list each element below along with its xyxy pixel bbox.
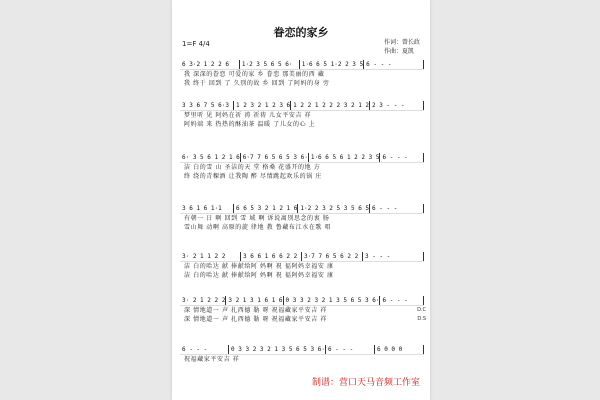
composer: 作曲：夏凯 [383, 48, 414, 55]
lyric-line: 阿妈端 来 热热的酥油茶 温暖 了儿女的心 上 [184, 121, 316, 128]
sheet-music-page [172, 0, 430, 400]
score-system [180, 101, 424, 129]
lyric-line: 梦里听 见 阿妈在祈 祷 祈祷 儿女平安吉 祥 [184, 112, 312, 119]
lyric-line: 洁 白的雪 山 圣洁的天 堂 格桑 花盛开的地 方 [184, 164, 321, 171]
score-system [180, 252, 424, 280]
notes-row [180, 153, 424, 163]
measure: 6 - - - [180, 345, 229, 354]
measure: 6 0 0 0 [375, 345, 424, 354]
lyric-line: 我 深深的眷恋 可爱的家 乡 眷恋 那美丽的西 藏 [184, 71, 325, 78]
measure: 6 - - - [380, 296, 424, 305]
score-system [180, 296, 424, 324]
measure: 6· 3 5 6 1 2 1 6 [182, 154, 240, 161]
score-system [180, 204, 424, 232]
measure: 1·2 2 3 2 5 3 5 6 5 [300, 205, 370, 212]
studio-credit: 制谱：营口天马音频工作室 [312, 378, 421, 388]
measure: 2 3 - - - [370, 101, 424, 110]
measure: 1 2 2 1 2 2 2 3 2 1 2 [293, 102, 370, 109]
measure: 0 3 3 2 3 2 1 3 5 6 5 3 6· [285, 297, 380, 304]
measure: 3 - - - [363, 252, 424, 261]
lyric-line: 深 情地道一 声 扎西德 勒 呀 祝福藏家平安吉 祥 [184, 316, 327, 323]
measure: 6 - - - [370, 204, 424, 213]
repeat-mark: D.C [417, 307, 426, 313]
measure: 6 - - - [326, 345, 375, 354]
measure: 3·7 7 6 5 6 2 2 [302, 252, 363, 261]
repeat-mark: D.S [417, 316, 426, 322]
lyric-line: 深 情地道一 声 扎西德 勒 呀 祝福藏家平安吉 祥 [184, 307, 327, 314]
measure: 6·7 7 6 5 6 5 3 6· [242, 154, 308, 161]
notes-row [180, 204, 424, 214]
measure: 1·6 6 5 1·2 2 3 5 [301, 61, 364, 68]
score-system [180, 345, 424, 364]
measure: 0 3 3 2 3 2 1 3 5 6 5 3 6· [231, 346, 325, 353]
lyric-line: 雪山舞 动啊 高原的旋 律地 教 鲁藏布江水在歌 唱 [184, 224, 332, 231]
lyric-line: 我 终于 回到 了 久别的故 乡 回到 了阿妈的身 旁 [184, 80, 330, 87]
song-title: 眷恋的家乡 [273, 26, 329, 39]
key-signature: 1=F 4/4 [182, 40, 210, 48]
measure: 6 3·2 1 2 2 6 [180, 60, 240, 69]
notes-row [180, 345, 424, 355]
lyric-line: 洁 白的哈达 献 捧献给阿 妈啊 祝 福阿妈幸福安 康 [184, 272, 334, 279]
measure: 6 - - - [380, 153, 424, 162]
lyric-line: 终 绕的青稞酒 让我陶 醉 尽情跳起欢乐的锅 庄 [184, 173, 322, 180]
lyricist: 作词：曾长政 [383, 39, 420, 46]
measure: 3 2 1 3 1 6 1 6 [228, 297, 283, 304]
measure: 1 2 3 2 1 2 3 6 [235, 102, 291, 109]
credits [384, 38, 420, 56]
measure: 3 6 6 1 6 6 2 2 [241, 252, 302, 261]
lyric-line: 洁 白的哈达 献 捧献给阿 妈啊 祝 福阿妈幸福安 康 [184, 263, 334, 270]
score-system [180, 153, 424, 181]
notes-row [180, 60, 424, 70]
measure: 6 6 5 3 2 1 2 1 6 [235, 205, 298, 212]
measure: 1·6 6 5 6 1 2 2 3 5 [310, 154, 380, 161]
notes-row [180, 101, 424, 111]
notes-row [180, 252, 424, 262]
measure: 3· 2 1 2 2 2 [182, 297, 226, 304]
measure: 1·2 3 5 6 5 6· [240, 60, 300, 69]
notes-row [180, 296, 424, 306]
measure: 3 3 6 7 5 6·3 [180, 101, 234, 110]
measure: 3· 2 1 1 2 2 [180, 252, 241, 261]
measure: 3 6 1 6 1·1 [180, 204, 234, 213]
lyric-line: 有朝一 日 啊 回到 雪 域 啊 诉说离别思念的衷 肠 [184, 215, 330, 222]
measure: 6 - - - [364, 60, 424, 69]
score-system [180, 60, 424, 88]
lyric-line: 祝福藏家平安吉 祥 [184, 356, 240, 363]
